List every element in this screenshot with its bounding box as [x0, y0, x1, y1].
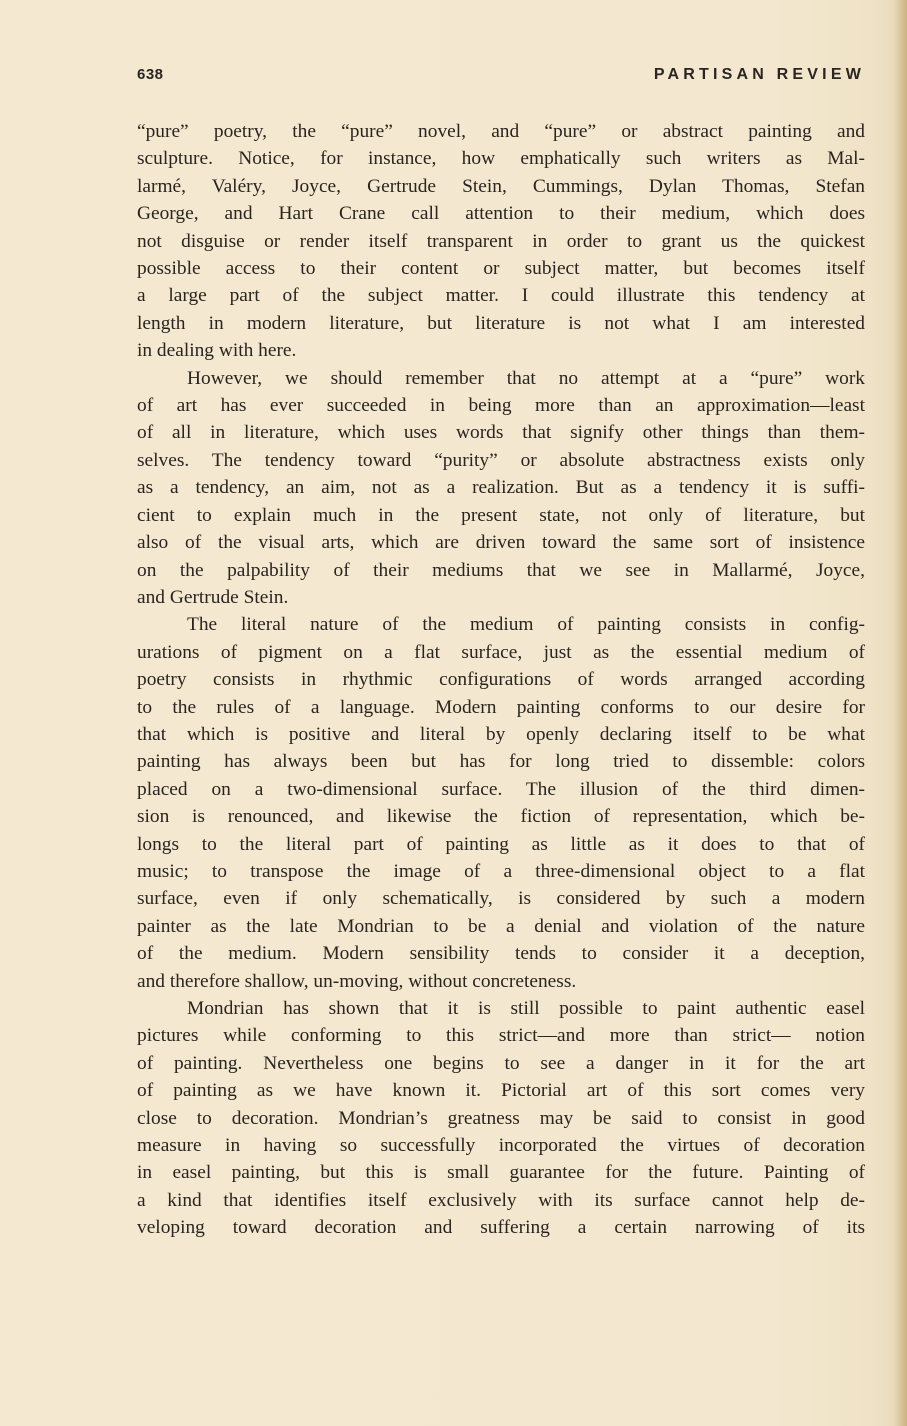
text-line: painter as the late Mondrian to be a denial and violation of the nature [137, 915, 865, 937]
text-line: to the rules of a language. Modern painting conforms to our desire for [137, 696, 865, 718]
paragraph [137, 118, 865, 365]
text-line: in dealing with here. [137, 340, 297, 362]
text-line: not disguise or render itself transparent in order to grant us the quickest [137, 230, 865, 252]
page-header [137, 66, 865, 90]
text-line: sculpture. Notice, for instance, how emphatically such writers as Mal- [137, 148, 865, 170]
text-line: music; to transpose the image of a three-dimensional object to a flat [137, 860, 865, 882]
text-line: selves. The tendency toward “purity” or absolute abstractness exists only [137, 449, 865, 471]
text-line: on the palpability of their mediums that we see in Mallarmé, Joyce, [137, 559, 865, 581]
body-text [137, 118, 865, 1242]
text-line: close to decoration. Mondrian’s greatness may be said to consist in good [137, 1107, 865, 1129]
text-line: pictures while conforming to this strict—and more than strict— notion [137, 1025, 865, 1047]
paragraph [137, 365, 865, 612]
text-line: also of the visual arts, which are driven toward the same sort of insistence [137, 532, 865, 554]
paragraph [137, 611, 865, 995]
text-line: a large part of the subject matter. I could illustrate this tendency at [137, 285, 865, 307]
text-line: longs to the literal part of painting as little as it does to that of [137, 833, 865, 855]
text-line: and therefore shallow, un-moving, without concreteness. [137, 970, 577, 992]
text-line: sion is renounced, and likewise the fiction of representation, which be- [137, 806, 865, 828]
text-line: as a tendency, an aim, not as a realization. But as a tendency it is suffi- [137, 477, 865, 499]
text-line: of the medium. Modern sensibility tends to consider it a deception, [137, 943, 865, 965]
page-number: 638 [137, 66, 164, 83]
text-line: “pure” poetry, the “pure” novel, and “pure” or abstract painting and [137, 121, 865, 142]
text-line: a kind that identifies itself exclusively with its surface cannot help de- [137, 1189, 865, 1211]
text-line: cient to explain much in the present state, not only of literature, but [137, 504, 865, 526]
text-line: of painting. Nevertheless one begins to see a danger in it for the art [137, 1052, 865, 1074]
running-head: PARTISAN REVIEW [653, 66, 865, 83]
page-edge-shadow [893, 0, 907, 1426]
text-line: George, and Hart Crane call attention to their medium, which does [137, 203, 865, 225]
text-line: measure in having so successfully incorporated the virtues of decoration [137, 1135, 865, 1157]
text-line: However, we should remember that no attempt at a “pure” work [187, 367, 865, 389]
text-line: that which is positive and literal by openly declaring itself to be what [137, 723, 865, 745]
text-line: of painting as we have known it. Pictorial art of this sort comes very [137, 1080, 865, 1102]
text-line: of all in literature, which uses words that signify other things than them- [137, 422, 865, 444]
text-line: possible access to their content or subject matter, but becomes itself [137, 258, 865, 280]
text-line: and Gertrude Stein. [137, 586, 289, 608]
text-line: of art has ever succeeded in being more than an approximation—least [137, 395, 865, 417]
text-line: poetry consists in rhythmic configurations of words arranged according [137, 669, 865, 691]
paragraph [137, 995, 865, 1242]
text-line: veloping toward decoration and suffering a certain narrowing of its [137, 1217, 865, 1239]
text-line: larmé, Valéry, Joyce, Gertrude Stein, Cummings, Dylan Thomas, Stefan [137, 175, 865, 197]
text-line: length in modern literature, but literature is not what I am interested [137, 312, 865, 334]
text-line: painting has always been but has for long tried to dissemble: colors [137, 751, 865, 773]
text-line: placed on a two-dimensional surface. The illusion of the third dimen- [137, 778, 865, 800]
text-line: Mondrian has shown that it is still possible to paint authentic easel [187, 998, 865, 1019]
text-line: urations of pigment on a flat surface, just as the essential medium of [137, 641, 865, 663]
text-line: surface, even if only schematically, is considered by such a modern [137, 888, 865, 910]
text-line: in easel painting, but this is small guarantee for the future. Painting of [137, 1162, 865, 1184]
text-line: The literal nature of the medium of painting consists in config- [187, 614, 865, 636]
